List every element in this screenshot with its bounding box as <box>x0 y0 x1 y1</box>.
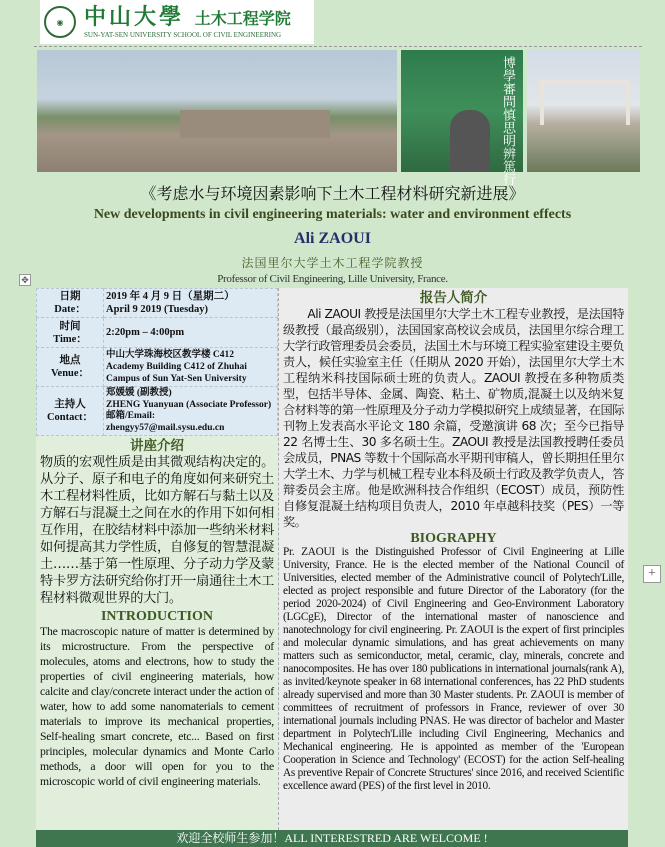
info-row-date: 日期 Date： 2019 年 4 月 9 日（星期二） April 9 2019 (Tuesday) <box>37 289 278 318</box>
intro-heading-en: INTRODUCTION <box>100 609 213 624</box>
right-column <box>278 288 628 830</box>
info-row-time: 时间 Time： 2:20pm – 4:00pm <box>37 318 278 348</box>
school-logo <box>40 0 314 44</box>
welcome-footer: 欢迎全校师生参加！ALL INTERESTRED ARE WELCOME ! <box>36 830 628 847</box>
table-move-handle-icon[interactable]: ✥ <box>19 274 31 286</box>
gate <box>540 80 630 125</box>
campus-building <box>180 110 330 138</box>
info-row-contact: 主持人 Contact： 郑媛媛 (副教授) ZHENG Yuanyuan (Associate Professor) 邮箱/Email: zhengyy57@mail.sysu.edu.cn <box>37 387 278 436</box>
speaker-title-en: Professor of Civil Engineering, Lille University, France. <box>217 273 448 285</box>
intro-body-en: The macroscopic nature of matter is determined by its microstructure. From the perspective of molecules, atoms and electrons, how to study the properties of civil engineering materials, how calcite and clay/concrete interact under the action of water, how to add some nanomaterials to cement materials to improve its mechanical properties, Self-healing smart concrete, etc... Based on first principles, molecular dynamics and Monte Carlo methods, a door will open for you to the microscopic world of civil engineering materials. <box>40 625 274 788</box>
title-en: New developments in civil engineering materials: water and environment effects <box>93 207 572 222</box>
speaker-name: Ali ZAOUI <box>294 230 371 247</box>
intro-body-cn: 物质的宏观性质是由其微观结构决定的。从分子、原子和电子的角度如何来研究土木工程材料性质，比如方解石与黏土以及方解石与混凝土之间在水的作用下如何相互作用，在胶结材料中添加一些纳米材料如何提高其力学性质，自修复的智慧混凝土……基于第一性原理、分子动力学及蒙特卡罗方法研究给你打开一扇通往土木工程材料微观世界的大门。 <box>40 455 274 606</box>
speaker-title-cn: 法国里尔大学土木工程学院教授 <box>241 256 424 270</box>
event-info <box>36 288 278 436</box>
title-cn: 《考虑水与环境因素影响下土木工程材料研究新进展》 <box>140 184 525 203</box>
bio-body-en: Pr. ZAOUI is the Distinguished Professor of Civil Engineering at Lille University, France. He is the elected member of the National Council of Universities, elected member of the Administrative council of Polytech'Lille, elected as project responsible and future Director of the Laboratory (for the period 2020-2024) of Civil Engineering and Geo-Environment Laboratory (LGCgE), Director of the international master of nanoscience and nanotechnology for civil engineering. Pr. ZAOUI is the expert of first principles and molecular dynamic simulations, and has great achievements on many matters such as semiconductor, metal, ceramic, clay, minerals, concrete and nanocomposites. He has over 180 publications in international journals(rank A), as invited/keynote speaker in 68 international conferences, has 22 PhD students already supervised and more than 30 Master students. Pr. ZAOUI is member of committees of recruitment of professors in France, reviewer of over 30 international journals including PNAS. He was director of bachelor and Master department in Polytech'Lille including Civil Engineering, Mechanics and Mechanical engineering. He is appointed as member of the 'European Cooperation in Science and Technology' (ECOST) for the action Self-healing As preventive Repair of Concrete Structures' since 2016, and received Scientific excellence award (PES) of the first level in 2010. <box>283 546 624 792</box>
university-seal-icon: ◉ <box>44 6 76 38</box>
intro-heading-cn: 讲座介绍 <box>130 438 184 454</box>
divider <box>34 46 642 47</box>
info-row-venue: 地点 Venue： 中山大学珠海校区教学楼 C412 Academy Building C412 of Zhuhai Campus of Sun Yat-Sen University <box>37 348 278 387</box>
motto: 博學 審問 慎思 明辨 篤行 <box>500 56 515 186</box>
bio-body-cn: Ali ZAOUI 教授是法国里尔大学土木工程专业教授，是法国特级教授（最高级别），法国国家高校议会成员，法国里尔综合理工大学行政管理委员会委员，法国土木与环境工程实验室建设主要负责人，候任实验室主任（任期从 2020 开始），法国里尔大学土木工程纳米科技国际硕士班的负责人。ZAOUI 教授在多种物质类型，包括半导体、金属、陶瓷、粘土、矿物质,混凝土以及纳米复合材料等的第一性原理及分子动力学模拟研究上成绩显著，在国际刊物上发表高水平论文 180 余篇，受邀演讲 68 次；至今已指导 22 名博士生、30 多名硕士生。ZAOUI 教授是法国教授聘任委员会成员，PNAS 等数十个国际高水平期刊审稿人，曾长期担任里尔大学土木、力学与机械工程专业本科及硕士行政及教学负责人，答辩委员会主席。他是欧洲科技合作组织（ECOST）成员，预防性自修复混凝土结构项目负责人，2010 年卓越科技奖（PES）一等奖。 <box>283 307 624 529</box>
left-column <box>36 288 278 830</box>
bio-heading-cn: 报告人简介 <box>419 290 488 306</box>
add-column-icon[interactable]: + <box>643 565 661 583</box>
intro-section <box>36 436 278 830</box>
contact-email[interactable]: 邮箱/Email: zhengyy57@mail.sysu.edu.cn <box>106 411 225 433</box>
logo-name-en: SUN-YAT-SEN UNIVERSITY SCHOOL OF CIVIL ENGINEERING <box>84 31 282 39</box>
logo-name-cn: 中山大學 土木工程学院 <box>84 4 291 30</box>
bio-heading-en: BIOGRAPHY <box>410 531 497 546</box>
